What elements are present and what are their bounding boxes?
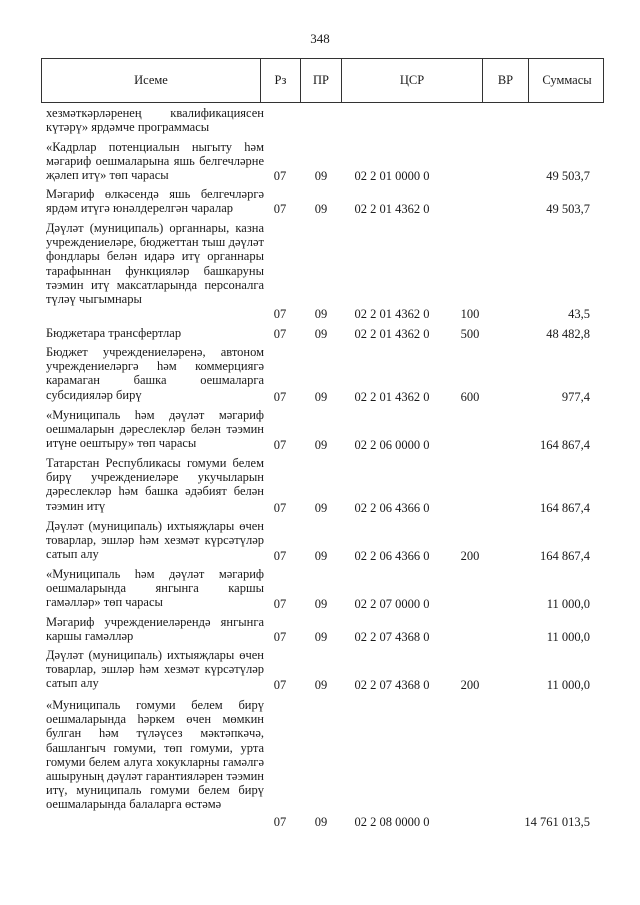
row-sum: 164 867,4: [540, 548, 590, 563]
table-row: [0, 615, 640, 644]
row-sum: 11 000,0: [546, 677, 590, 692]
row-pr: 09: [314, 677, 328, 692]
row-rz: 07: [273, 306, 287, 321]
table-row: [0, 408, 640, 452]
header-pr: ПР: [301, 59, 342, 102]
row-vr: 100: [460, 306, 480, 321]
row-sum: 43,5: [568, 306, 590, 321]
header-name: Исеме: [42, 59, 261, 102]
row-rz: 07: [273, 500, 287, 515]
row-csr: 02 2 06 0000 0: [354, 437, 430, 452]
row-rz: 07: [273, 677, 287, 692]
row-name: Дәүләт (муниципаль) ихтыяҗлары өчен товарлар, эшләр һәм хезмәт күрсәтүләр сатып алу: [46, 648, 264, 691]
row-pr: 09: [314, 389, 328, 404]
row-sum: 164 867,4: [540, 500, 590, 515]
table-row: [0, 187, 640, 216]
row-csr: 02 2 07 4368 0: [354, 677, 430, 692]
row-name: «Муниципаль гомуми белем бирү оешмаларында һәркем өчен мөмкин булган һәм түләүсез мәктәпкәчә, башлангыч гомуми, төп гомуми, урта гомуми белем алуга хокукларны гамәлгә ашыруның дәүләт гарантияләрен тәэмин итү, муниципаль гомуми белем бирү оешмаларында балаларга өстәмә: [46, 698, 264, 812]
row-vr: 200: [460, 548, 480, 563]
row-csr: 02 2 07 4368 0: [354, 629, 430, 644]
row-name: Дәүләт (муниципаль) органнары, казна учреждениеләре, бюджеттан тыш дәүләт фондлары белән идарә итү органнары тарафыннан функцияләр башкаруны тәэмин итү максатларында персоналга түләү чыгымнары: [46, 221, 264, 307]
row-vr: 200: [460, 677, 480, 692]
row-name: Мәгариф учреждениеләрендә янгынга каршы гамәлләр: [46, 615, 264, 644]
row-name: Бюджет учреждениеләренә, автоном учреждениеләргә һәм коммерциягә карамаган башка оешмаларга субсидияләр бирү: [46, 345, 264, 402]
row-name: Мәгариф өлкәсендә яшь белгечләргә ярдәм итүгә юнәлдерелгән чаралар: [46, 187, 264, 216]
row-pr: 09: [314, 326, 328, 341]
row-name: «Кадрлар потенциалын ныгыту һәм мәгариф оешмаларына яшь белгечләрне җәлеп итү» төп чарасы: [46, 140, 264, 183]
row-sum: 14 761 013,5: [524, 814, 590, 829]
row-csr: 02 2 07 0000 0: [354, 596, 430, 611]
row-rz: 07: [273, 168, 287, 183]
row-name: хезмәткәрләренең квалификациясен күтәрү» ярдәмче программасы: [46, 106, 264, 135]
row-pr: 09: [314, 168, 328, 183]
row-pr: 09: [314, 596, 328, 611]
row-name: Татарстан Республикасы гомуми белем бирү учреждениеләре укучыларын дәреслекләр һәм башка әдәбият белән тәэмин итү: [46, 456, 264, 513]
header-vr: ВР: [483, 59, 529, 102]
row-sum: 49 503,7: [546, 201, 590, 216]
row-pr: 09: [314, 500, 328, 515]
table-row: [0, 648, 640, 692]
row-rz: 07: [273, 389, 287, 404]
row-name: «Муниципаль һәм дәүләт мәгариф оешмаларында янгынга каршы гамәлләр» төп чарасы: [46, 567, 264, 610]
row-rz: 07: [273, 596, 287, 611]
row-pr: 09: [314, 437, 328, 452]
row-name: Бюджетара трансфертлар: [46, 326, 182, 340]
row-name: Дәүләт (муниципаль) ихтыяҗлары өчен товарлар, эшләр һәм хезмәт күрсәтүләр сатып алу: [46, 519, 264, 562]
row-pr: 09: [314, 548, 328, 563]
row-pr: 09: [314, 814, 328, 829]
row-pr: 09: [314, 629, 328, 644]
row-pr: 09: [314, 306, 328, 321]
row-sum: 977,4: [561, 389, 590, 404]
header-sum: Суммасы: [542, 73, 592, 87]
row-csr: 02 2 01 4362 0: [354, 201, 430, 216]
table-row: [0, 106, 640, 135]
row-csr: 02 2 06 4366 0: [354, 548, 430, 563]
row-sum: 11 000,0: [546, 596, 590, 611]
row-csr: 02 2 01 4362 0: [354, 326, 430, 341]
row-rz: 07: [273, 548, 287, 563]
table-row: [0, 326, 640, 341]
row-csr: 02 2 06 4366 0: [354, 500, 430, 515]
table-row: [0, 345, 640, 404]
header-rz: Рз: [261, 59, 301, 102]
table-row: [0, 456, 640, 515]
table-header: [41, 58, 604, 103]
table-row: [0, 519, 640, 563]
table-row: [0, 567, 640, 611]
table-row: [0, 221, 640, 321]
row-vr: 500: [460, 326, 480, 341]
page-number: 348: [310, 31, 330, 46]
header-csr: ЦСР: [342, 59, 483, 102]
row-vr: 600: [460, 389, 480, 404]
row-csr: 02 2 08 0000 0: [354, 814, 430, 829]
row-rz: 07: [273, 437, 287, 452]
row-csr: 02 2 01 0000 0: [354, 168, 430, 183]
table-row: [0, 140, 640, 183]
row-rz: 07: [273, 814, 287, 829]
row-sum: 48 482,8: [546, 326, 590, 341]
row-name: «Муниципаль һәм дәүләт мәгариф оешмаларын дәреслекләр белән тәэмин итүне оештыру» төп чарасы: [46, 408, 264, 451]
row-csr: 02 2 01 4362 0: [354, 306, 430, 321]
row-sum: 11 000,0: [546, 629, 590, 644]
row-pr: 09: [314, 201, 328, 216]
table-row: [0, 698, 640, 829]
row-sum: 49 503,7: [546, 168, 590, 183]
row-rz: 07: [273, 326, 287, 341]
row-rz: 07: [273, 201, 287, 216]
row-csr: 02 2 01 4362 0: [354, 389, 430, 404]
row-rz: 07: [273, 629, 287, 644]
row-sum: 164 867,4: [540, 437, 590, 452]
